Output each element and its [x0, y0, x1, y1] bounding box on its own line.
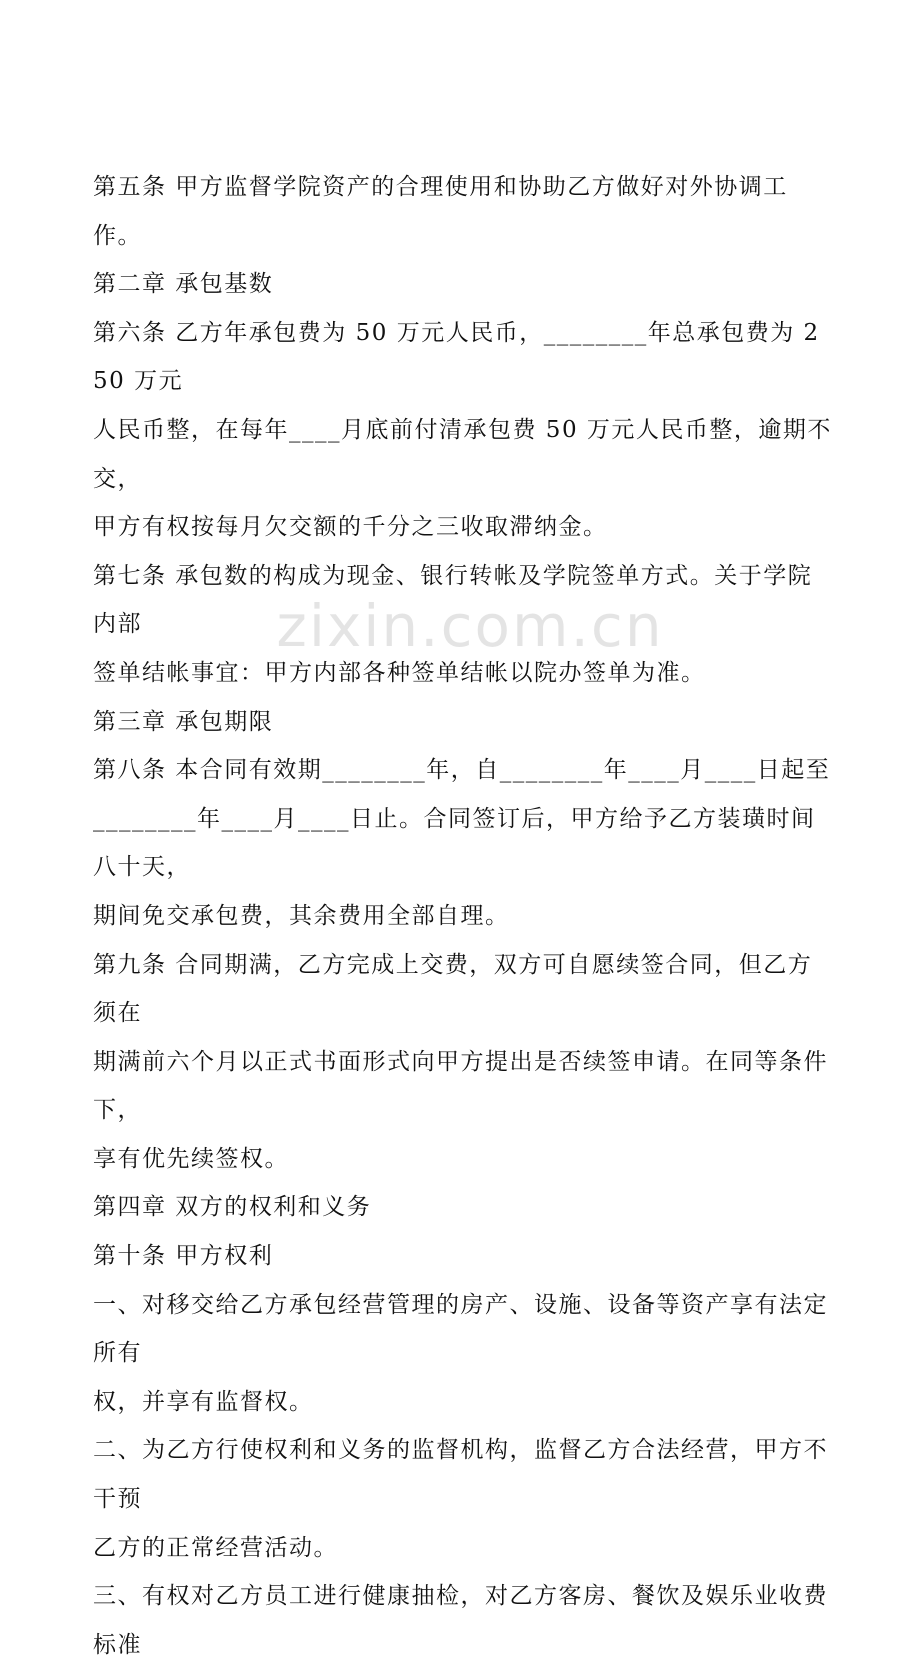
text-line: 第五条 甲方监督学院资产的合理使用和协助乙方做好对外协调工作。: [93, 174, 788, 249]
text-line: 期间免交承包费，其余费用全部自理。: [93, 902, 510, 929]
chapter-heading: 第二章 承包基数: [93, 271, 274, 298]
text-line: 甲方有权按每月欠交额的千分之三收取滞纳金。: [93, 514, 608, 541]
text-line: 期满前六个月以正式书面形式向甲方提出是否续签申请。在同等条件下，: [93, 1048, 828, 1124]
text-line: 享有优先续签权。: [93, 1145, 289, 1172]
text-line: 一、对移交给乙方承包经营管理的房产、设施、设备等资产享有法定所有: [93, 1291, 828, 1367]
text-line: 人民币整，在每年____月底前付清承包费 50 万元人民币整，逾期不交，: [93, 416, 832, 492]
text-line: 乙方的正常经营活动。: [93, 1534, 338, 1561]
chapter-heading: 第四章 双方的权利和义务: [93, 1194, 372, 1221]
watermark: zixin.com.cn: [276, 592, 664, 660]
text-line: 第八条 本合同有效期________年，自________年____月____日起至: [93, 757, 831, 784]
text-line: 第九条 合同期满，乙方完成上交费，双方可自愿续签合同，但乙方须在: [93, 951, 813, 1027]
text-line: 第七条 承包数的构成为现金、银行转帐及学院签单方式。关于学院内部: [93, 562, 813, 638]
text-line: 签单结帐事宜：甲方内部各种签单结帐以院办签单为准。: [93, 659, 706, 686]
contract-text: [93, 163, 833, 1669]
article-heading: 第十条 甲方权利: [93, 1243, 274, 1270]
text-line: ________年____月____日止。合同签订后，甲方给予乙方装璜时间八十天，: [93, 805, 816, 881]
text-line: 三、有权对乙方员工进行健康抽检，对乙方客房、餐饮及娱乐业收费标准: [93, 1583, 828, 1658]
text-line: 二、为乙方行使权利和义务的监督机构，监督乙方合法经营，甲方不干预: [93, 1437, 828, 1513]
text-line: 第六条 乙方年承包费为 50 万元人民币，________年总承包费为 250 万元: [93, 319, 820, 395]
chapter-heading: 第三章 承包期限: [93, 708, 274, 735]
text-line: 权，并享有监督权。: [93, 1388, 314, 1415]
